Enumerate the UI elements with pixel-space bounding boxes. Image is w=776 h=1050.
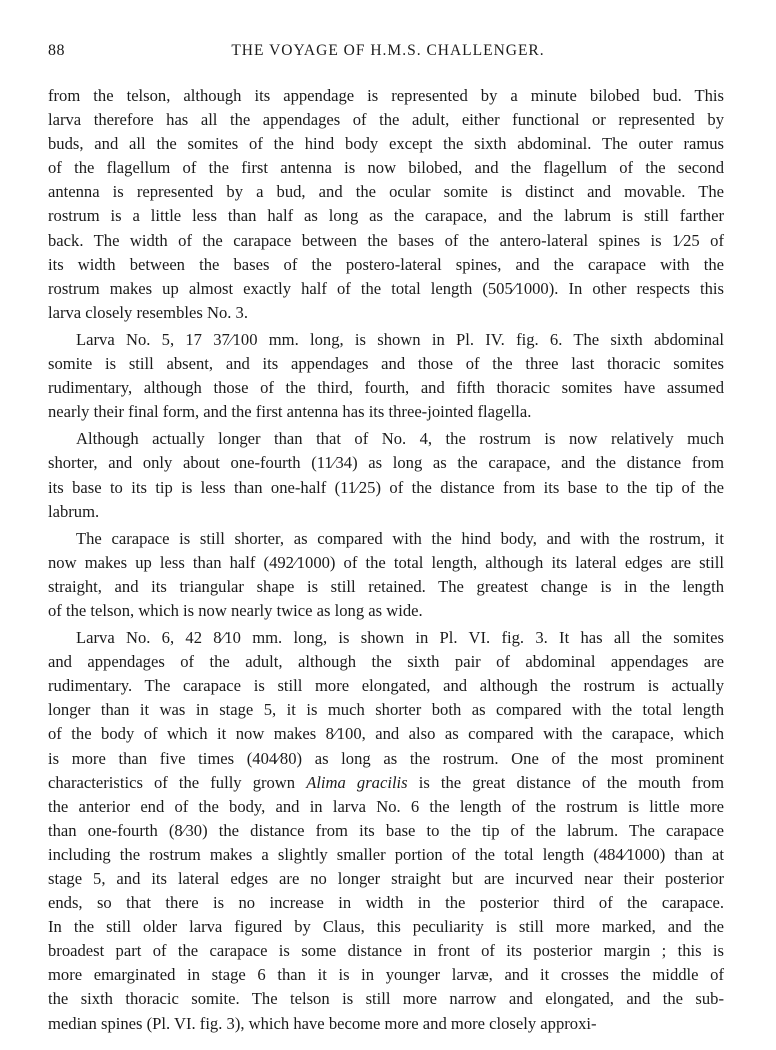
- text-line: of the body of which it now makes 8⁄100, and also as compared with the carapace, which: [48, 724, 724, 744]
- text-line: larva closely resembles No. 3.: [48, 302, 248, 322]
- text-line: The carapace is still shorter, as compared with the hind body, and with the rostrum, it: [76, 528, 724, 548]
- text-line: straight, and its triangular shape is still retained. The greatest change is in the length: [48, 576, 724, 596]
- body-text: [48, 84, 724, 1039]
- text-line: larva therefore has all the appendages of the adult, either functional or represented by: [48, 110, 724, 130]
- text-line: including the rostrum makes a slightly smaller portion of the total length (484⁄1000) than at: [48, 844, 724, 864]
- paragraph: [48, 626, 724, 1036]
- text-line: the sixth thoracic somite. The telson is still more narrow and elongated, and the sub-: [48, 989, 724, 1009]
- text-line: rudimentary, although those of the third, fourth, and fifth thoracic somites have assumed: [48, 378, 724, 398]
- paragraph: [48, 84, 724, 325]
- text-line: the anterior end of the body, and in larva No. 6 the length of the rostrum is little more: [48, 796, 724, 816]
- text-line: rudimentary. The carapace is still more elongated, and although the rostrum is actually: [48, 676, 724, 696]
- text-line: nearly their final form, and the first antenna has its three-jointed flagella.: [48, 402, 532, 422]
- text-line: broadest part of the carapace is some distance in front of its posterior margin ; this is: [48, 941, 724, 961]
- text-line: from the telson, although its appendage is represented by a minute bilobed bud. This: [48, 86, 724, 105]
- text-line: Although actually longer than that of No. 4, the rostrum is now relatively much: [76, 429, 724, 449]
- text-line: now makes up less than half (492⁄1000) of the total length, although its lateral edges are still: [48, 552, 724, 572]
- text-line: labrum.: [48, 501, 100, 521]
- page-header: [48, 42, 728, 66]
- text-line: its width between the bases of the postero-lateral spines, and the carapace with the: [48, 254, 724, 274]
- text-line: and appendages of the adult, although the sixth pair of abdominal appendages are: [48, 652, 724, 672]
- text-line: antenna is represented by a bud, and the ocular somite is distinct and movable. The: [48, 182, 724, 202]
- paragraph: [48, 427, 724, 523]
- text-line: is more than five times (404⁄80) as long as the rostrum. One of the most prominent: [48, 748, 724, 768]
- text-line: In the still older larva figured by Claus, this peculiarity is still more marked, and the: [48, 917, 724, 937]
- text-line: rostrum makes up almost exactly half of the total length (505⁄1000). In other respects this: [48, 278, 724, 298]
- text-line: buds, and all the somites of the hind body except the sixth abdominal. The outer ramus: [48, 134, 724, 154]
- text-line: ends, so that there is no increase in width in the posterior third of the carapace.: [48, 893, 724, 913]
- text-line: Larva No. 6, 42 8⁄10 mm. long, is shown in Pl. VI. fig. 3. It has all the somites: [76, 628, 724, 648]
- text-line: than one-fourth (8⁄30) the distance from its base to the tip of the labrum. The carapace: [48, 820, 724, 840]
- text-line: its base to its tip is less than one-half (11⁄25) of the distance from its base to the tip of the: [48, 477, 724, 497]
- text-line: somite is still absent, and its appendages and those of the three last thoracic somites: [48, 354, 724, 374]
- species-name: Alima gracilis: [306, 772, 408, 792]
- text-line: more emarginated in stage 6 than it is in younger larvæ, and it crosses the middle of: [48, 965, 724, 985]
- page-number: 88: [48, 42, 65, 59]
- text-line: median spines (Pl. VI. fig. 3), which have become more and more closely approxi-: [48, 1013, 597, 1033]
- text-line: of the telson, which is now nearly twice as long as wide.: [48, 600, 423, 620]
- paragraph: [48, 328, 724, 424]
- text-line: back. The width of the carapace between the bases of the antero-lateral spines is 1⁄25 of: [48, 230, 724, 250]
- text-line: longer than it was in stage 5, it is much shorter both as compared with the total length: [48, 700, 724, 720]
- text-line: of the flagellum of the first antenna is now bilobed, and the flagellum of the second: [48, 158, 724, 178]
- text-line: characteristics of the fully grown Alima gracilis is the great distance of the mouth from: [48, 772, 724, 792]
- text-line: rostrum is a little less than half as long as the carapace, and the labrum is still farther: [48, 206, 724, 226]
- text-line: Larva No. 5, 17 37⁄100 mm. long, is shown in Pl. IV. fig. 6. The sixth abdominal: [76, 329, 724, 349]
- text-line: shorter, and only about one-fourth (11⁄34) as long as the carapace, and the distance from: [48, 453, 724, 473]
- paragraph: [48, 527, 724, 623]
- text-line: stage 5, and its lateral edges are no longer straight but are incurved near their posterior: [48, 869, 724, 888]
- running-title: THE VOYAGE OF H.M.S. CHALLENGER.: [231, 42, 545, 59]
